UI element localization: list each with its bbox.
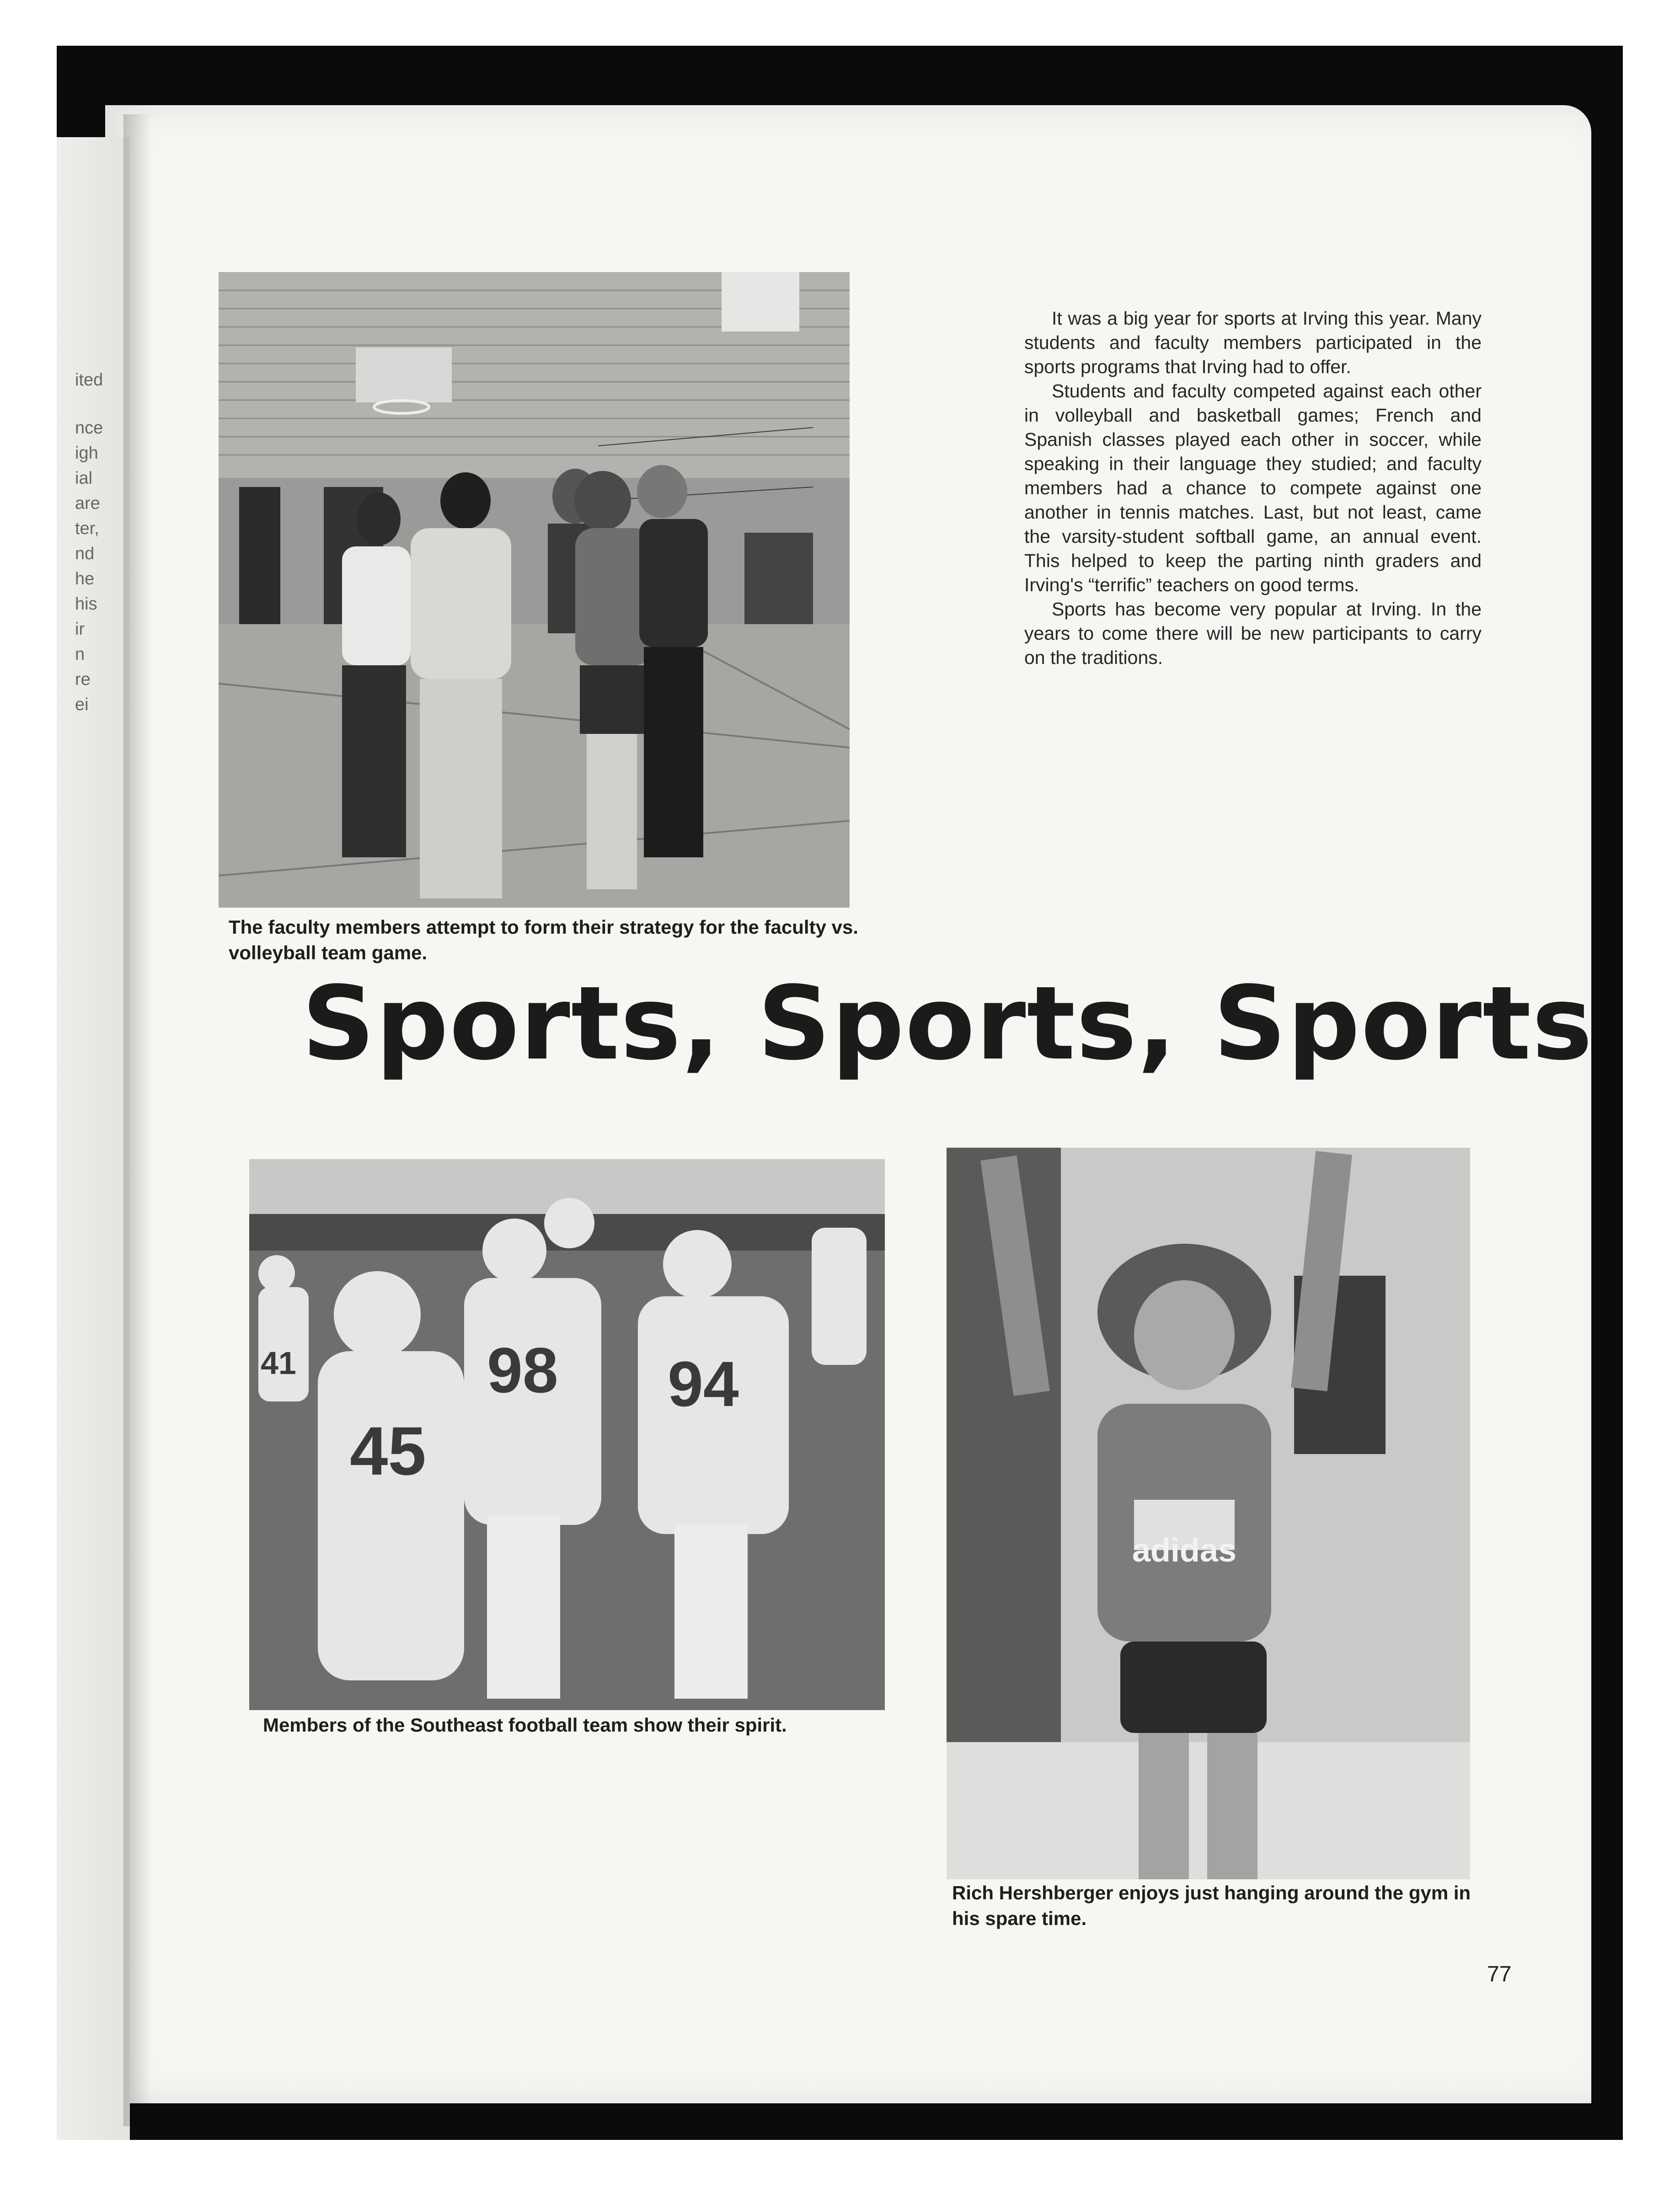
jersey-number: 41: [261, 1345, 296, 1381]
prev-fragment: ei: [75, 695, 89, 714]
prev-fragment: his: [75, 594, 97, 614]
gym-hanging-photo: [947, 1148, 1470, 1879]
article-body: [1024, 306, 1482, 670]
shirt-logo-text: adidas: [1132, 1532, 1237, 1569]
prev-fragment: he: [75, 569, 95, 588]
prev-fragment: nd: [75, 544, 95, 563]
page-headline: Sports, Sports, Sports: [302, 965, 1594, 1083]
article-paragraph: Students and faculty competed against each other in volleyball and basketball games; French and Spanish classes played each other in soccer, while speaking in their language they studied; and faculty members had a chance to compete against one another in tennis matches. Last, but not least, came the varsity-student softball game, an annual event. This helped to keep the parting ninth graders and Irving's “terrific” teachers on good terms.: [1024, 380, 1482, 595]
prev-fragment: re: [75, 670, 91, 689]
prev-fragment: nce: [75, 418, 103, 438]
prev-fragment: ial: [75, 469, 93, 488]
prev-fragment: ter,: [75, 519, 99, 538]
article-paragraph: Sports has become very popular at Irving. In the years to come there will be new participants to carry on the traditions.: [1024, 599, 1482, 668]
jersey-number: 45: [350, 1412, 426, 1489]
faculty-photo-caption: The faculty members attempt to form their strategy for the faculty vs. volleyball team game.: [229, 916, 858, 963]
prev-fragment: igh: [75, 444, 98, 463]
faculty-volleyball-photo: [219, 272, 850, 908]
binding-gutter: [123, 114, 151, 2126]
prev-fragment: n: [75, 645, 85, 664]
article-paragraph: It was a big year for sports at Irving this year. Many students and faculty members participated in the sports programs that Irving had to offer.: [1024, 308, 1482, 377]
jersey-number: 94: [668, 1348, 739, 1420]
previous-page-edge: [57, 137, 130, 2140]
prev-fragment: ir: [75, 620, 85, 639]
gym-photo-caption: Rich Hershberger enjoys just hanging around the gym in his spare time.: [952, 1882, 1471, 1929]
prev-fragment: are: [75, 494, 100, 513]
football-photo-caption: Members of the Southeast football team show their spirit.: [263, 1714, 787, 1736]
football-team-photo: [249, 1159, 885, 1710]
prev-fragment: ited: [75, 370, 103, 390]
page-number: 77: [1487, 1962, 1512, 1986]
jersey-number: 98: [487, 1334, 558, 1406]
